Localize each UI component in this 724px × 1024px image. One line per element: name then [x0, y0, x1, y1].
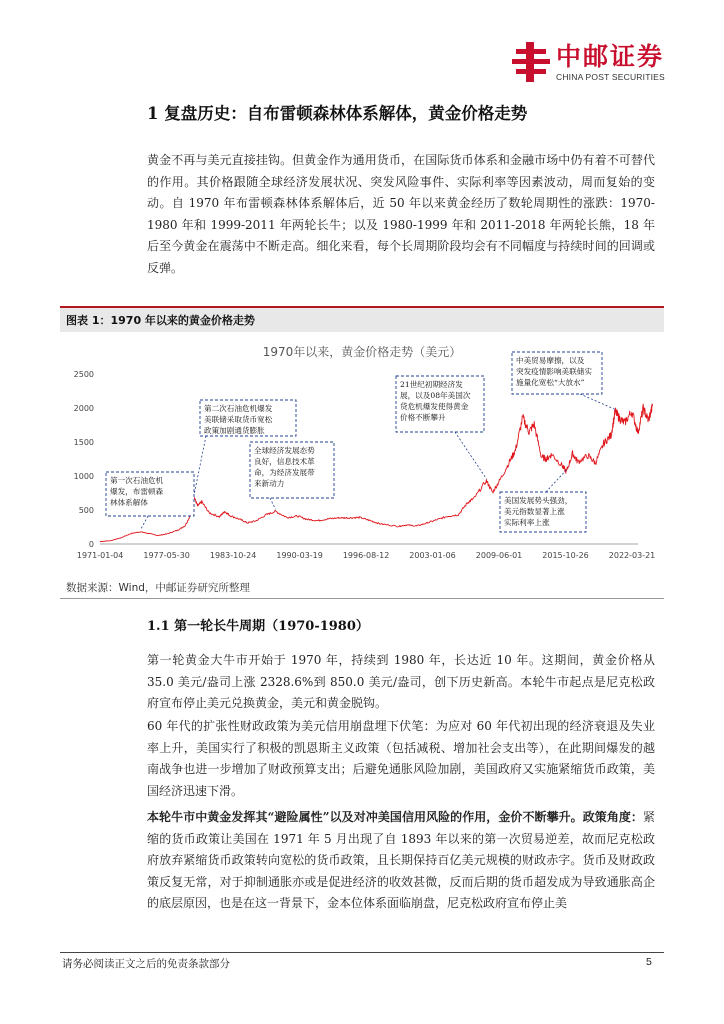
x-tick-label: 1977-05-30 — [143, 551, 190, 560]
annotation-text-line: 中美贸易摩擦，以及 — [516, 356, 585, 365]
section-1-1-heading: 1.1 第一轮长牛周期（1970-1980） — [147, 619, 369, 634]
annotation-text-line: 美联储采取货币宽松 — [204, 415, 273, 424]
annotation-text-line: 21世纪初期经济发 — [400, 380, 463, 389]
y-tick-label: 1000 — [73, 472, 94, 481]
annotation-connector — [141, 516, 148, 530]
x-tick-label: 2009-06-01 — [475, 551, 523, 560]
section-1-1-paragraph-1: 第一轮黄金大牛市开始于 1970 年，持续到 1980 年，长达近 10 年。这期间，黄金价格从 35.0 美元/盎司上涨 2328.6%到 850.0 美元/盎司，创下历史新高。本轮牛市起点是尼克松政府宣布停止美元兑换黄金，美元和黄金脱钩。 — [147, 653, 655, 711]
y-tick-label: 1500 — [73, 438, 94, 447]
y-tick-label: 500 — [78, 506, 94, 515]
annotation-text-line: 爆发，布雷顿森 — [110, 487, 164, 496]
figure-1-title-bar — [60, 306, 664, 332]
logo-text-cn: 中邮证券 — [556, 42, 665, 71]
x-tick-label: 2003-01-06 — [409, 551, 456, 560]
annotation-text-line: 施量化宽松“大放水” — [516, 378, 585, 387]
company-logo — [512, 42, 672, 84]
y-tick-label: 0 — [88, 540, 94, 549]
annotation-text-line: 突发疫情影响美联储实 — [516, 367, 592, 376]
annotation-text-line: 价格不断攀升 — [400, 413, 446, 422]
x-tick-label: 2022-03-21 — [608, 551, 656, 560]
annotation-text-line: 良好，信息技术革 — [254, 457, 315, 466]
annotation-text-line: 展，以及08年美国次 — [400, 391, 471, 400]
section-1-1-paragraph-3 — [147, 807, 655, 915]
y-tick-label: 2500 — [73, 370, 94, 379]
paragraph-3-bold-lead: 本轮牛市中黄金发挥其“避险属性”以及对冲美国信用风险的作用，金价不断攀升。政策角度： — [147, 810, 643, 824]
logo-text-en: CHINA POST SECURITIES — [556, 72, 665, 82]
annotation-text-line: 美元指数显著上涨 — [504, 507, 565, 516]
annotation-a6 — [512, 352, 615, 409]
annotation-a1 — [106, 472, 194, 530]
annotation-a4 — [396, 376, 486, 479]
footer-disclaimer: 请务必阅读正文之后的免责条款部分 — [62, 958, 230, 970]
annotation-text-line: 政策加剧通货膨胀 — [204, 426, 265, 435]
china-post-logo-icon — [512, 42, 550, 82]
annotation-text-line: 第一次石油危机 — [110, 476, 164, 485]
annotation-text-line: 来新动力 — [254, 479, 285, 488]
footer-divider — [60, 952, 664, 953]
page-number: 5 — [646, 956, 652, 968]
x-tick-label: 1996-08-12 — [342, 551, 390, 560]
x-tick-label: 1990-03-19 — [276, 551, 323, 560]
annotation-a5 — [500, 470, 586, 532]
x-tick-label: 1971-01-04 — [76, 551, 124, 560]
figure-1-title: 图表 1：1970 年以来的黄金价格走势 — [66, 314, 255, 327]
annotation-connector — [546, 470, 566, 492]
annotation-text-line: 实际利率上涨 — [504, 518, 550, 527]
section-1-1-paragraph-2: 60 年代的扩张性财政政策为美元信用崩盘埋下伏笔：为应对 60 年代初出现的经济衰退及失业率上升，美国实行了积极的凯恩斯主义政策（包括减税、增加社会支出等），在此期间爆发的越南战争也进一步增加了财政预算支出；后避免通胀风险加剧，美国政府又实施紧缩货币政策，美国经济迅速下滑。 — [147, 719, 655, 798]
x-axis — [77, 551, 655, 560]
annotation-text-line: 全球经济发展态势 — [254, 446, 315, 455]
section-1-paragraph: 黄金不再与美元直接挂钩。但黄金作为通用货币，在国际货币体系和金融市场中仍有着不可替代的作用。其价格跟随全球经济发展状况、突发风险事件、实际利率等因素波动，周而复始的变动。自 1970 年布雷顿森林体系解体后，近 50 年以来黄金经历了数轮周期性的涨跌：1970-1980 年和 1999-2011 年两轮长牛；以及 1980-1999 年和 2011-2018 年两轮长熊，18 年后至今黄金在震荡中不断走高。细化来看，每个长周期阶段均会有不同幅度与持续时间的回调或反弹。 — [147, 153, 655, 275]
section-1-heading: 1 复盘历史：自布雷顿森林体系解体，黄金价格走势 — [147, 104, 528, 123]
paragraph-3-body: 紧缩的货币政策让美国在 1971 年 5 月出现了自 1893 年以来的第一次贸易逆差，故而尼克松政府放弃紧缩货币政策转向宽松的货币政策，且长期保持百亿美元规模的财政赤字。货币及财政政策反复无常，对于抑制通胀亦或是促进经济的收效甚微，反而后期的货币超发成为导致通胀高企的底层原因，也是在这一背景下，金本位体系面临崩盘，尼克松政府宣布停止美 — [147, 810, 655, 911]
x-tick-label: 2015-10-26 — [542, 551, 589, 560]
annotation-connector — [455, 432, 486, 479]
annotation-text-line: 命，为经济发展带 — [254, 468, 315, 477]
annotation-text-line: 林体系解体 — [110, 498, 148, 507]
annotation-connector — [194, 436, 206, 495]
x-tick-label: 1983-10-24 — [209, 551, 257, 560]
annotation-connector — [580, 394, 615, 409]
gold-price-chart — [60, 334, 664, 576]
divider — [60, 598, 664, 599]
y-tick-label: 2000 — [73, 404, 94, 413]
annotation-a3 — [250, 442, 334, 509]
chart-title: 1970年以来，黄金价格走势（美元） — [262, 345, 462, 359]
figure-1-source: 数据来源：Wind，中邮证券研究所整理 — [66, 582, 250, 594]
annotation-text-line: 贷危机爆发使得黄金 — [400, 402, 469, 411]
annotation-connector — [270, 498, 276, 509]
annotation-text-line: 美国发展势头强劲， — [504, 496, 573, 505]
annotation-text-line: 第二次石油危机爆发 — [204, 404, 273, 413]
